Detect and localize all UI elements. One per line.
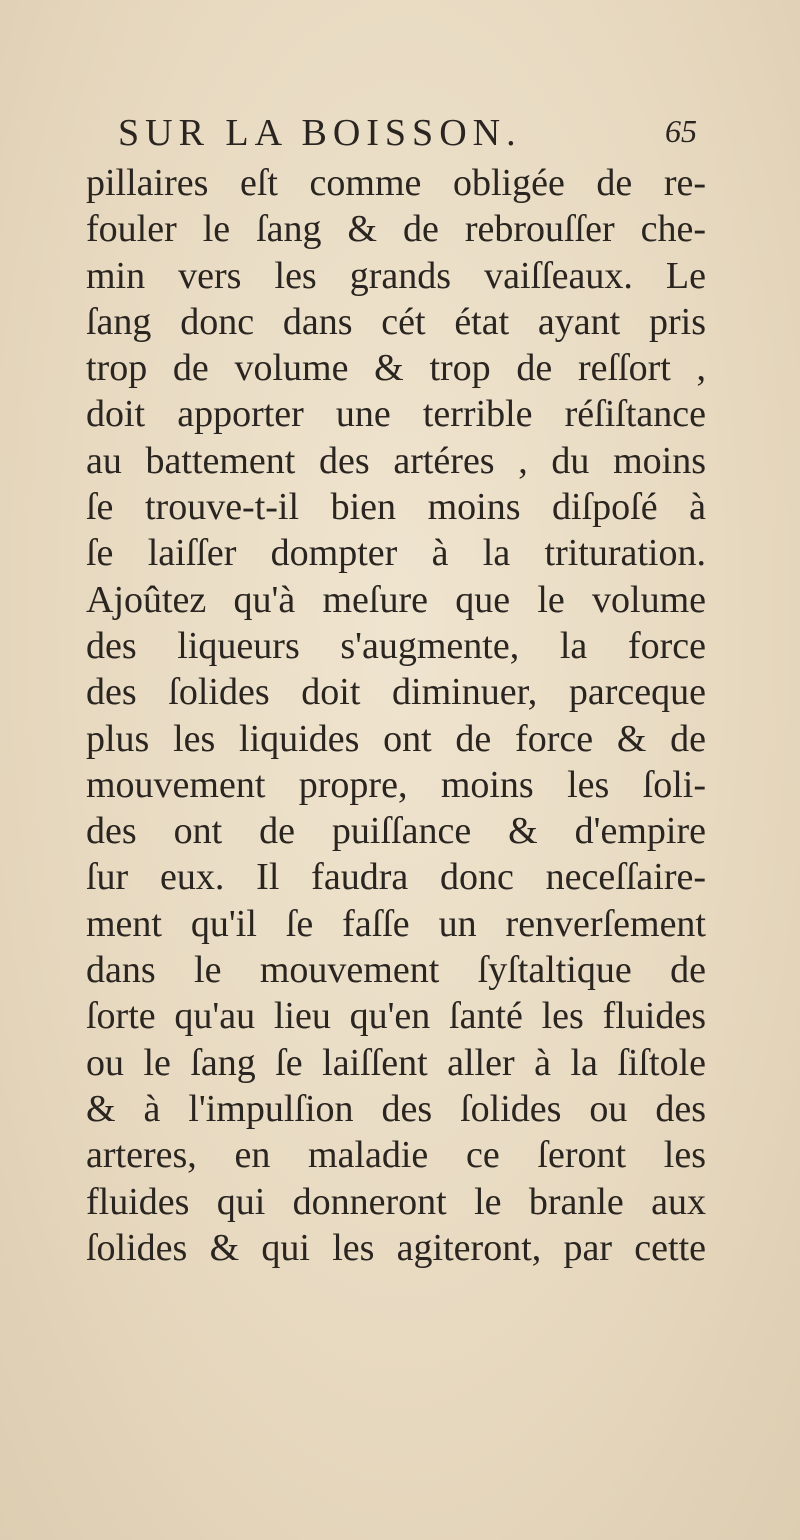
text-line: fluides qui donneront le branle aux (86, 1180, 706, 1223)
text-line: des ſolides doit diminuer, parceque (86, 671, 706, 714)
page-header (118, 108, 718, 158)
text-line: min vers les grands vaiſſeaux. Le (86, 254, 706, 297)
running-title: SUR LA BOISSON. (118, 112, 522, 154)
text-line: au battement des artéres , du moins (86, 439, 706, 482)
text-line: pillaires eſt comme obligée de re- (86, 162, 706, 204)
body-text (86, 160, 706, 1271)
text-line: ment qu'il ſe faſſe un renverſement (86, 902, 706, 945)
text-line: fouler le ſang & de rebrouſſer che- (86, 208, 706, 251)
text-line: ſe trouve-t-il bien moins diſpoſé à (86, 486, 706, 529)
text-line: dans le mouvement ſyſtaltique de (86, 949, 706, 992)
text-line: doit apporter une terrible réſiſtance (86, 393, 706, 436)
text-line: Ajoûtez qu'à meſure que le volume (86, 578, 706, 621)
text-line: trop de volume & trop de reſſort , (86, 347, 706, 390)
text-line: ſang donc dans cét état ayant pris (86, 300, 706, 343)
text-line: plus les liquides ont de force & de (86, 717, 706, 760)
text-line: des liqueurs s'augmente, la force (86, 624, 706, 667)
text-line: des ont de puiſſance & d'empire (86, 810, 706, 853)
text-line: mouvement propre, moins les ſoli- (86, 763, 706, 806)
text-line: ſe laiſſer dompter à la trituration. (86, 532, 706, 575)
text-line: ſolides & qui les agiteront, par cette (86, 1226, 706, 1269)
text-line: arteres, en maladie ce ſeront les (86, 1134, 706, 1177)
text-line: & à l'impulſion des ſolides ou des (86, 1087, 706, 1130)
text-line: ſorte qu'au lieu qu'en ſanté les fluides (86, 995, 706, 1038)
text-line: ſur eux. Il faudra donc neceſſaire- (86, 856, 706, 899)
text-line: ou le ſang ſe laiſſent aller à la ſiſtole (86, 1041, 706, 1084)
page-number: 65 (665, 113, 697, 149)
